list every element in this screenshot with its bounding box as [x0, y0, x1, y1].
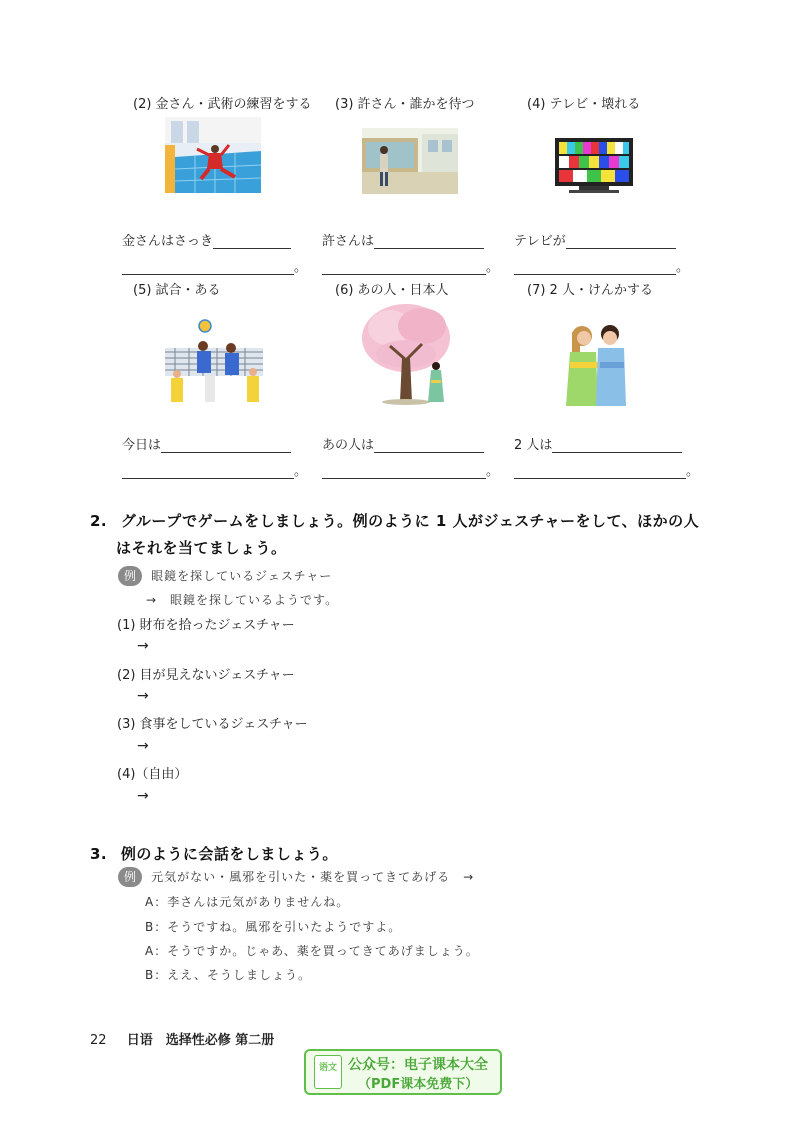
answer-blank-5b[interactable]	[122, 465, 294, 479]
fill-line-7	[514, 434, 682, 453]
answer-blank-3a[interactable]	[374, 234, 484, 249]
speaker-a-2: A：	[145, 944, 168, 958]
example-prompt-3: 元気がない・風邪を引いた・薬を買ってきてあげる →	[151, 870, 475, 884]
page-footer	[90, 1029, 274, 1048]
fill-suffix-5: 。	[294, 464, 308, 479]
fill-line-6b	[322, 460, 499, 479]
answer-blank-6b[interactable]	[322, 465, 486, 479]
volleyball-match-illustration	[165, 318, 263, 406]
answer-blank-4a[interactable]	[566, 234, 676, 249]
caption-7: (7) 2 人・けんかする	[527, 283, 653, 298]
watermark-stamp	[304, 1049, 502, 1095]
quarrel-illustration	[558, 322, 634, 406]
caption-5: (5) 試合・ある	[133, 283, 221, 298]
speaker-a: A：	[145, 895, 168, 909]
fill-line-2b	[122, 256, 307, 275]
example-answer: → 眼鏡を探しているようです。	[146, 593, 339, 607]
page-number: 22	[90, 1033, 107, 1048]
dialogue-line-3	[145, 942, 479, 959]
answer-blank-7b[interactable]	[514, 465, 686, 479]
answer-blank-7a[interactable]	[552, 438, 682, 453]
fill-prefix-5: 今日は	[122, 438, 162, 453]
fill-line-2	[122, 230, 291, 249]
fill-line-6	[322, 434, 484, 453]
fill-prefix-3: 許さんは	[322, 234, 375, 249]
waiting-illustration	[362, 128, 458, 194]
fill-prefix-4: テレビが	[514, 234, 566, 249]
fill-line-3	[322, 230, 484, 249]
dialogue-line-2	[145, 918, 401, 935]
broken-tv-illustration	[555, 138, 633, 194]
speaker-b-2: B：	[145, 968, 168, 982]
fill-line-4	[514, 230, 676, 249]
caption-4: (4) テレビ・壊れる	[527, 97, 641, 112]
cherry-tree-illustration	[360, 298, 460, 406]
exercise-2-instruction-2: はそれを当てましょう。	[116, 539, 287, 557]
exercise-2-number: 2.	[90, 512, 108, 530]
caption-6: (6) あの人・日本人	[335, 283, 449, 298]
fill-prefix-7: 2 人は	[514, 438, 553, 453]
fill-suffix-6: 。	[486, 464, 500, 479]
fill-line-4b	[514, 256, 689, 275]
dialogue-text-2: そうですね。風邪を引いたようですよ。	[167, 920, 402, 934]
fill-suffix-4: 。	[676, 260, 690, 275]
exercise-2-item-4: (4)（自由）	[117, 767, 188, 782]
dialogue-text-4: ええ、そうしましょう。	[167, 968, 311, 982]
arrow-1: →	[137, 638, 149, 654]
fill-suffix-2: 。	[294, 260, 308, 275]
answer-blank-6a[interactable]	[374, 438, 484, 453]
fill-line-5b	[122, 460, 307, 479]
exercise-2-instruction-1: グループでゲームをしましょう。例のように 1 人がジェスチャーをして、ほかの人	[120, 512, 700, 530]
exercise-2-item-1: (1) 財布を拾ったジェスチャー	[117, 618, 295, 633]
dialogue-line-4	[145, 966, 311, 983]
exercise-2-item-3: (3) 食事をしているジェスチャー	[117, 717, 308, 732]
answer-blank-2a[interactable]	[213, 234, 291, 249]
answer-blank-5a[interactable]	[161, 438, 291, 453]
book-icon-text: 语文	[318, 1063, 337, 1073]
example-prompt: 眼鏡を探しているジェスチャー	[151, 569, 333, 583]
example-badge-3: 例	[118, 867, 142, 887]
arrow-3: →	[137, 738, 149, 754]
exercise-3-heading	[90, 843, 338, 864]
martial-arts-illustration	[165, 117, 261, 193]
dialogue-line-1	[145, 893, 349, 910]
fill-line-7b	[514, 460, 699, 479]
fill-prefix-6: あの人は	[322, 438, 375, 453]
stamp-line-1: 公众号：电子课本大全	[348, 1057, 488, 1073]
exercise-3-number: 3.	[90, 845, 108, 863]
answer-blank-2b[interactable]	[122, 261, 294, 275]
dialogue-text-3: そうですか。じゃあ、薬を買ってきてあげましょう。	[167, 944, 479, 958]
fill-suffix-3: 。	[486, 260, 500, 275]
speaker-b: B：	[145, 920, 168, 934]
caption-3: (3) 許さん・誰かを待つ	[335, 97, 475, 112]
exercise-3-instruction: 例のように会話をしましょう。	[120, 845, 338, 863]
exercise-3-example	[118, 866, 474, 887]
fill-suffix-7: 。	[686, 464, 700, 479]
book-icon	[314, 1055, 342, 1089]
fill-prefix-2: 金さんはさっき	[122, 234, 214, 249]
answer-blank-3b[interactable]	[322, 261, 486, 275]
fill-line-3b	[322, 256, 499, 275]
fill-line-5	[122, 434, 291, 453]
book-title: 日语 选择性必修 第二册	[126, 1033, 275, 1048]
dialogue-text-1: 李さんは元気がありませんね。	[167, 895, 350, 909]
exercise-2-heading	[90, 510, 699, 531]
arrow-2: →	[137, 688, 149, 704]
arrow-4: →	[137, 788, 149, 804]
exercise-2-example	[118, 565, 332, 586]
stamp-line-2: （PDF课本免费下）	[358, 1077, 479, 1092]
caption-2: (2) 金さん・武術の練習をする	[133, 97, 312, 112]
answer-blank-4b[interactable]	[514, 261, 676, 275]
exercise-2-item-2: (2) 目が見えないジェスチャー	[117, 668, 295, 683]
example-badge: 例	[118, 566, 142, 586]
